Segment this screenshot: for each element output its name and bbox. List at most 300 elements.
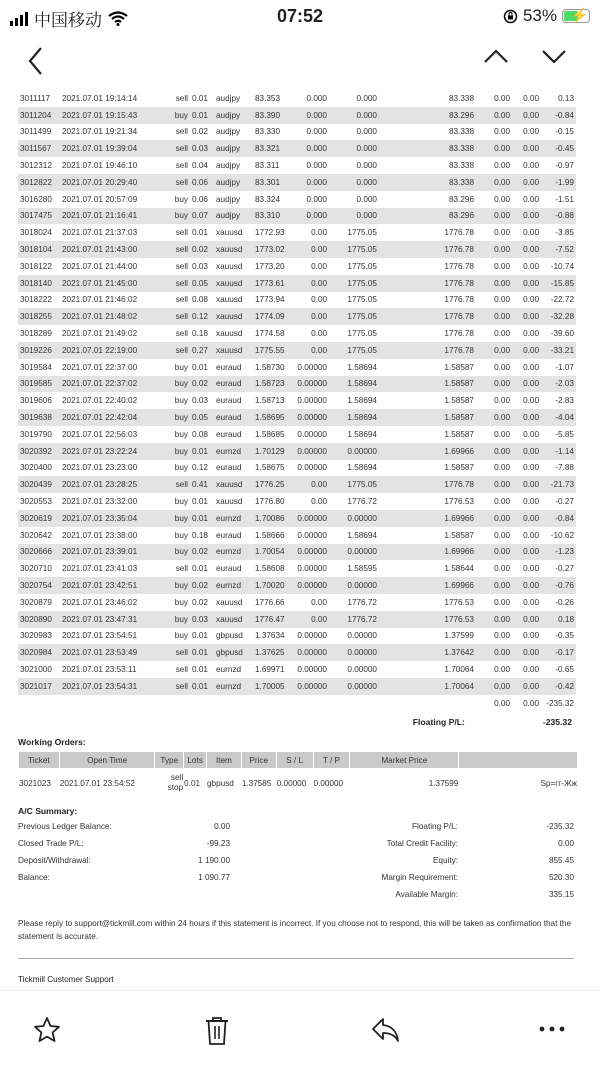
trade-swap: 0.00 [512,342,541,359]
trade-tp: 1.58694 [347,362,377,372]
trade-lots: 0.04 [192,161,208,171]
trade-open-time: 2021.07.01 22:37:02 [60,376,156,393]
trade-item: gbpusd [216,631,243,641]
trade-type: sell [156,342,190,359]
trade-sl: 0.00 [311,228,327,238]
trade-market-price: 1776.78 [379,342,476,359]
trade-commission: 0.00 [494,396,510,406]
trade-market-price: 1.58587 [444,530,474,540]
trade-row [18,426,576,443]
back-button[interactable] [26,44,46,78]
trade-tp: 0.00000 [329,544,379,561]
trade-row [18,460,576,477]
trade-market-price: 1776.78 [379,241,476,258]
trade-sl: 0.00000 [292,644,329,661]
trade-price: 1.70086 [252,510,292,527]
trade-price: 83.301 [252,174,292,191]
trade-lots: 0.08 [192,429,208,439]
trade-item: xauusd [214,476,252,493]
wo-header: Open Time [60,752,155,768]
summary-value: 1 090.77 [198,873,230,883]
summary-label: Total Credit Facility: [386,839,458,849]
trade-lots: 0.02 [190,376,214,393]
trade-ticket: 3020710 [20,564,52,574]
trade-sl: 0.00 [292,342,329,359]
trade-type: buy [156,611,190,628]
wo-type-line2: stop [167,783,184,793]
trade-open-time: 2021.07.01 21:48:02 [60,308,156,325]
trade-sl: 0.00000 [292,678,329,695]
trade-sl: 0.00 [311,295,327,305]
trade-type: sell [156,476,190,493]
trade-row [18,157,576,174]
trade-type: sell [175,93,188,103]
trade-profit: -0.26 [555,597,574,607]
trade-ticket: 3019638 [18,409,60,426]
wo-header: Market Price [350,752,458,768]
trade-commission: 0.00 [476,174,512,191]
status-bar [0,0,600,34]
trade-open-time: 2021.07.01 21:44:00 [62,261,138,271]
summary-value: -235.32 [546,822,574,832]
trade-item: euraud [216,564,242,574]
trade-row [18,124,576,141]
trade-swap: 0.00 [512,208,541,225]
trade-type: buy [174,362,188,372]
trade-swap: 0.00 [523,93,539,103]
trade-profit: -0.45 [541,140,576,157]
trade-lots: 0.05 [190,409,214,426]
trade-commission: 0.00 [476,678,512,695]
trade-ticket: 3018122 [20,261,52,271]
trade-price: 83.310 [252,208,292,225]
trade-swap: 0.00 [512,510,541,527]
trade-market-price: 1776.78 [379,308,476,325]
reply-icon[interactable] [370,1015,402,1045]
trade-price: 1.70005 [252,678,292,695]
trade-market-price: 1776.53 [444,497,474,507]
trade-tp: 0.00000 [329,443,379,460]
trade-swap: 0.00 [523,497,539,507]
trade-open-time: 2021.07.01 21:16:41 [60,208,156,225]
trade-profit: -0.42 [541,678,576,695]
summary-value: 0.00 [214,822,230,832]
trade-commission: 0.00 [476,275,512,292]
trade-market-price: 83.338 [379,174,476,191]
total-swap: 0.00 [512,695,541,712]
trade-swap: 0.00 [523,329,539,339]
trade-profit: -0.97 [555,161,574,171]
trade-price: 83.353 [255,93,281,103]
trade-open-time: 2021.07.01 23:28:25 [60,476,156,493]
star-icon[interactable] [32,1015,62,1045]
trade-item: xauusd [216,597,243,607]
trade-type: sell [156,174,190,191]
trade-price: 1773.94 [255,295,285,305]
trade-swap: 0.00 [523,463,539,473]
trade-swap: 0.00 [512,476,541,493]
trade-swap: 0.00 [523,127,539,137]
wo-tp: 0.00000 [313,778,344,788]
trade-ticket: 3018289 [20,329,52,339]
trade-commission: 0.00 [476,107,512,124]
summary-label: Equity: [432,856,458,866]
trade-lots: 0.41 [190,476,214,493]
trade-open-time: 2021.07.01 22:37:00 [62,362,138,372]
trade-lots: 0.01 [192,631,208,641]
trade-sl: 0.00000 [297,631,327,641]
trades-total-row [18,695,576,712]
trade-lots: 0.03 [190,140,214,157]
wo-header: T / P [314,752,350,768]
more-icon[interactable] [538,1025,566,1033]
trade-ticket: 3018024 [20,228,52,238]
trade-commission: 0.00 [494,127,510,137]
trade-profit: 0.13 [558,93,574,103]
trade-lots: 0.03 [192,261,208,271]
trade-commission: 0.00 [476,208,512,225]
trade-tp: 1.58694 [347,463,377,473]
trade-price: 1774.09 [252,308,292,325]
trade-open-time: 2021.07.01 22:19:00 [60,342,156,359]
trade-swap: 0.00 [512,443,541,460]
trade-row [18,594,576,611]
trade-ticket: 3020754 [18,577,60,594]
trade-sl: 0.000 [306,161,327,171]
trade-commission: 0.00 [494,295,510,305]
trade-market-price: 1776.78 [379,275,476,292]
trade-lots: 0.12 [190,308,214,325]
trade-open-time: 2021.07.01 21:46:02 [62,295,138,305]
trade-price: 1.70129 [252,443,292,460]
trade-type: buy [174,463,188,473]
trade-tp: 0.000 [356,127,377,137]
trade-profit: -10.62 [550,530,574,540]
trade-row [18,224,576,241]
trade-open-time: 2021.07.01 23:39:01 [60,544,156,561]
trade-swap: 0.00 [523,228,539,238]
wo-item: gbpusd [207,778,234,788]
trade-row [18,275,576,292]
trade-open-time: 2021.07.01 22:40:02 [62,396,138,406]
divider [18,958,574,960]
trade-commission: 0.00 [494,261,510,271]
trade-profit: -3.85 [555,228,574,238]
clock: 07:52 [276,6,324,26]
trade-market-price: 83.338 [448,93,474,103]
trade-commission: 0.00 [476,342,512,359]
trade-commission: 0.00 [494,597,510,607]
trade-swap: 0.00 [523,396,539,406]
trade-ticket: 3020553 [20,497,52,507]
trade-type: buy [156,577,190,594]
trade-ticket: 3021017 [18,678,60,695]
trade-profit: -1.51 [555,194,574,204]
trade-open-time: 2021.07.01 19:15:43 [60,107,156,124]
wo-open-time: 2021.07.01 23:54:52 [59,778,135,788]
trade-type: sell [175,329,188,339]
trade-price: 1.70020 [252,577,292,594]
trade-sl: 0.00 [292,241,329,258]
wo-header: Lots [184,752,206,768]
trade-ticket: 3020392 [18,443,60,460]
trade-open-time: 2021.07.01 23:38:00 [62,530,138,540]
trade-item: euraud [214,376,252,393]
trade-ticket: 3019606 [20,396,52,406]
trade-tp: 0.00000 [347,664,377,674]
total-commission: 0.00 [476,695,512,712]
trade-ticket: 3017475 [18,208,60,225]
trade-profit: -21.73 [541,476,576,493]
trade-market-price: 83.338 [379,140,476,157]
trade-type: buy [156,544,190,561]
trade-tp: 1775.05 [329,308,379,325]
trade-sl: 0.00000 [297,362,327,372]
trade-item: xauusd [216,295,243,305]
trade-tp: 0.00000 [329,510,379,527]
trade-market-price: 1.37642 [379,644,476,661]
trade-commission: 0.00 [476,476,512,493]
trade-sl: 0.00000 [292,577,329,594]
trade-sl: 0.000 [306,93,327,103]
trade-ticket: 3020983 [20,631,52,641]
trade-sl: 0.00000 [292,510,329,527]
trade-sl: 0.00000 [297,664,327,674]
summary-value: 1 190.00 [198,856,230,866]
trade-tp: 1776.72 [347,597,377,607]
trade-market-price: 1776.78 [444,228,474,238]
trade-commission: 0.00 [494,631,510,641]
trade-row [18,493,576,510]
trade-market-price: 1.58644 [444,564,474,574]
trade-ticket: 3018140 [18,275,60,292]
trade-sl: 0.00000 [297,564,327,574]
trade-tp: 0.000 [356,194,377,204]
trade-ticket: 3019585 [18,376,60,393]
trade-tp: 0.00000 [329,678,379,695]
summary-value: 0.00 [558,839,574,849]
trade-item: xauusd [214,275,252,292]
wo-market-price: 1.37599 [428,778,459,788]
wo-type-line1: sell [170,772,184,782]
trade-swap: 0.00 [512,577,541,594]
trade-profit: -1.99 [541,174,576,191]
trade-type: buy [156,376,190,393]
trade-open-time: 2021.07.01 19:21:34 [62,127,138,137]
trade-market-price: 1.37599 [444,631,474,641]
open-trades-table [18,90,576,711]
trade-row [18,409,576,426]
floating-pl-value: -235.32 [542,717,572,728]
trade-market-price: 1.69966 [379,443,476,460]
trade-lots: 0.18 [192,329,208,339]
trade-swap: 0.00 [512,241,541,258]
trade-open-time: 2021.07.01 23:47:31 [60,611,156,628]
trade-price: 83.311 [255,161,280,171]
trade-market-price: 83.296 [448,194,474,204]
trade-type: buy [174,597,188,607]
trade-type: sell [175,564,188,574]
trade-sl: 0.00000 [292,376,329,393]
trade-price: 83.324 [255,194,281,204]
trade-price: 83.330 [255,127,281,137]
trade-commission: 0.00 [494,194,510,204]
trade-market-price: 1776.78 [444,295,474,305]
trade-item: euraud [216,530,242,540]
trash-icon[interactable] [203,1015,231,1047]
trade-profit: -15.85 [541,275,576,292]
previous-message-button[interactable] [482,46,510,66]
trade-profit: -7.88 [555,463,574,473]
trade-sl: 0.00 [292,275,329,292]
trade-price: 1.58608 [255,564,285,574]
trade-item: xauusd [216,329,243,339]
trade-open-time: 2021.07.01 21:43:00 [60,241,156,258]
statement-content [18,90,578,984]
trade-commission: 0.00 [476,577,512,594]
trade-type: sell [156,275,190,292]
trade-commission: 0.00 [494,429,510,439]
trade-commission: 0.00 [476,611,512,628]
trade-open-time: 2021.07.01 23:53:11 [62,664,137,674]
trade-lots: 0.06 [190,174,214,191]
trade-profit: -33.21 [541,342,576,359]
trade-open-time: 2021.07.01 22:42:04 [60,409,156,426]
trade-sl: 0.000 [292,140,329,157]
working-order-row [19,769,577,797]
trade-price: 1774.58 [255,329,285,339]
trade-commission: 0.00 [494,228,510,238]
wo-header: Price [242,752,276,768]
trade-tp: 1775.05 [347,261,377,271]
trade-price: 1.37625 [252,644,292,661]
wo-header: S / L [277,752,313,768]
wo-header: Item [207,752,241,768]
account-summary [18,822,578,914]
trade-tp: 1775.05 [329,241,379,258]
trade-open-time: 2021.07.01 20:57:09 [62,194,138,204]
trade-price: 1776.80 [255,497,285,507]
trade-price: 1773.61 [252,275,292,292]
trade-profit: -5.85 [555,429,574,439]
trade-market-price: 1776.78 [444,261,474,271]
trade-market-price: 83.338 [448,127,474,137]
trade-type: sell [175,261,188,271]
trade-profit: -0.84 [541,510,576,527]
trade-row [18,325,576,342]
trade-price: 83.321 [252,140,292,157]
trade-ticket: 3012822 [18,174,60,191]
trade-sl: 0.00000 [292,443,329,460]
trade-ticket: 3020439 [18,476,60,493]
trade-profit: -0.27 [555,564,574,574]
trade-row [18,140,576,157]
summary-value: -99.23 [206,839,230,849]
trade-row [18,544,576,561]
trade-row [18,510,576,527]
trade-profit: -2.03 [541,376,576,393]
trade-open-time: 2021.07.01 21:49:02 [62,329,138,339]
trade-profit: -0.65 [555,664,574,674]
trade-type: buy [156,409,190,426]
trade-item: eurnzd [214,678,252,695]
trade-profit: -32.28 [541,308,576,325]
trade-lots: 0.01 [190,443,214,460]
next-message-button[interactable] [540,46,568,66]
trade-ticket: 3019790 [20,429,52,439]
trade-profit: -2.83 [555,396,574,406]
trade-profit: -0.15 [555,127,574,137]
trade-swap: 0.00 [523,631,539,641]
trade-price: 1776.66 [255,597,285,607]
trade-row [18,392,576,409]
trade-ticket: 3019584 [20,362,52,372]
trade-profit: -1.23 [541,544,576,561]
trade-row [18,678,576,695]
trade-type: buy [174,194,188,204]
trade-sl: 0.000 [292,107,329,124]
trade-tp: 1.58694 [329,376,379,393]
trade-row [18,376,576,393]
wo-header: Type [155,752,183,768]
trade-row [18,258,576,275]
trade-open-time: 2021.07.01 23:53:49 [60,644,156,661]
trade-type: buy [174,396,188,406]
trade-tp: 1775.05 [329,342,379,359]
trade-ticket: 3016280 [20,194,52,204]
trade-market-price: 1776.53 [444,597,474,607]
trade-open-time: 2021.07.01 22:56:03 [62,429,138,439]
trade-item: audjpy [214,174,252,191]
trade-profit: -1.14 [541,443,576,460]
trade-commission: 0.00 [476,241,512,258]
trade-lots: 0.02 [190,544,214,561]
trade-row [18,174,576,191]
trade-lots: 0.07 [190,208,214,225]
trade-open-time: 2021.07.01 23:42:51 [60,577,156,594]
trade-item: gbpusd [214,644,252,661]
summary-label: Deposit/Withdrawal: [18,856,91,866]
trade-row [18,577,576,594]
trade-market-price: 1776.78 [444,329,474,339]
trade-sl: 0.00000 [292,544,329,561]
trade-open-time: 2021.07.01 23:22:24 [60,443,156,460]
trade-ticket: 3020984 [18,644,60,661]
trade-lots: 0.08 [192,295,208,305]
wo-sl: 0.00000 [276,778,307,788]
trade-tp: 0.000 [356,161,377,171]
trade-item: euraud [216,396,242,406]
trade-tp: 1775.05 [347,295,377,305]
trade-item: xauusd [214,308,252,325]
trade-commission: 0.00 [494,564,510,574]
trade-lots: 0.01 [192,564,208,574]
trade-type: sell [156,140,190,157]
trade-row [18,208,576,225]
trade-price: 1.58675 [255,463,285,473]
trade-open-time: 2021.07.01 19:39:04 [60,140,156,157]
trade-item: xauusd [214,241,252,258]
trade-item: audjpy [214,140,252,157]
trade-open-time: 2021.07.01 23:35:04 [60,510,156,527]
trade-ticket: 3011204 [18,107,60,124]
trade-ticket: 3011117 [20,93,51,103]
trade-lots: 0.06 [192,194,208,204]
summary-label: Closed Trade P/L: [18,839,84,849]
trade-price: 1.58713 [255,396,285,406]
trade-row [18,661,576,678]
trade-market-price: 1.58587 [444,396,474,406]
